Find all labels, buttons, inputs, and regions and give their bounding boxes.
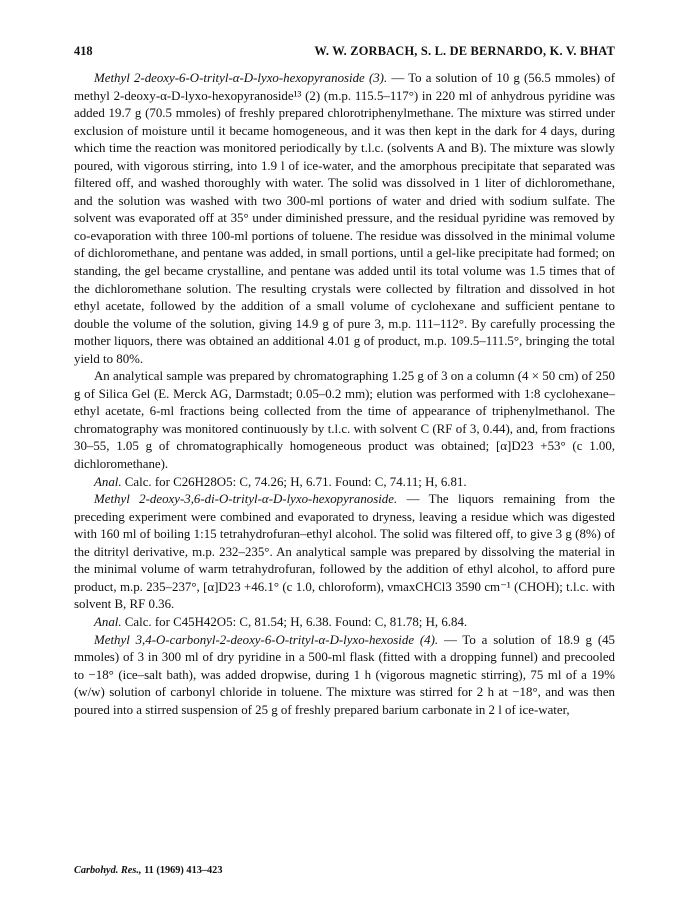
page-footer: [74, 865, 222, 876]
paragraph-text: — To a solution of 18.9 g (45 mmoles) of 3 in 300 ml of dry pyridine in a 500-ml flask (fitted with a dropping funnel) and precooled to −18° (ice–salt bath), was added dropwise, during 1 h (vigorous magnetic stirring), 75 ml of a 19% (w/w) solution of carbonyl chloride in toluene. The mixture was stirred for 2 h at −18°, and was then poured into a stirred suspension of 25 g of freshly prepared barium carbonate in 2 l of ice-water,: [74, 632, 615, 717]
page-header: [74, 44, 615, 62]
analysis-label: Anal.: [94, 614, 122, 629]
analysis-label: Anal.: [94, 474, 122, 489]
paragraph-text: An analytical sample was prepared by chromatographing 1.25 g of 3 on a column (4 × 50 cm) of 250 g of Silica Gel (E. Merck AG, Darmstadt; 0.05–0.2 mm); elution was performed with 1:8 cyclohexane–ethyl acetate, 6-ml fractions being collected from the time of appearance of triphenylmethanol. The chromatography was monitored continuously by t.l.c. with solvent C (RF of 3, 0.44), and, from fractions 30–55, 1.05 g of chromatographically homogeneous product was obtained; [α]D23 +53° (c 1.00, dichloromethane).: [74, 369, 615, 472]
paragraph-text: — To a solution of 10 g (56.5 mmoles) of methyl 2-deoxy-α-D-lyxo-hexopyranoside¹³ (2) (m.p. 115.5–117°) in 220 ml of anhydrous pyridine was added 19.7 g (70.5 mmoles) of freshly prepared chlorotriphenylmethane. The mixture was stirred under exclusion of moisture until it became homogeneous, and it was then kept in the dark for 4 days, during which time the reaction was monitored periodically by t.l.c. (solvents A and B). The mixture was slowly poured, with vigorous stirring, into 1.9 l of ice-water, and the amorphous precipitate that separated was filtered off, and washed thoroughly with water. The solid was dissolved in 1 liter of dichloromethane, and the solution was washed with two 300-ml portions of water and dried with sodium sulfate. The solvent was evaporated off at 35° under diminished pressure, and the residual pyridine was removed by co-evaporation with three 100-ml portions of toluene. The residue was dissolved in the minimal volume of dichloromethane, and pentane was added, in small portions, until a gel-like precipitate had formed; on standing, the gel became crystalline, and pentane was added until its total volume was 1.5 times that of the dichloromethane solution. The resulting crystals were collected by filtration and dissolved in hot ethyl acetate, followed by the addition of a small volume of cyclohexane and sufficient pentane to double the volume of the solution, giving 14.9 g of pure 3, m.p. 111–112°. By carefully processing the mother liquors, there was obtained an additional 4.01 g of product, m.p. 109.5–111.5°, bringing the total yield to 80%.: [74, 71, 615, 366]
compound-heading: Methyl 2-deoxy-3,6-di-O-trityl-α-D-lyxo-hexopyranoside.: [94, 492, 398, 507]
paragraph-compound-3: [74, 70, 615, 368]
running-head: W. W. ZORBACH, S. L. DE BERNARDO, K. V. BHAT: [314, 44, 615, 58]
article-body: [74, 70, 615, 719]
compound-heading: Methyl 3,4-O-carbonyl-2-deoxy-6-O-trityl-α-D-lyxo-hexoside (4).: [94, 632, 439, 647]
paragraph-analysis-3: [74, 474, 615, 492]
paragraph-text: — The liquors remaining from the preceding experiment were combined and evaporated to dryness, leaving a residue which was digested with 160 ml of boiling 1:15 tetrahydrofuran–ethyl alcohol. The solid was filtered off, to give 3 g (8%) of the ditrityl derivative, m.p. 232–235°. An analytical sample was prepared by dissolving the material in the minimal volume of warm tetrahydrofuran, followed by the addition of ethyl alcohol, to afford pure product, m.p. 235–237°, [α]D23 +46.1° (c 1.0, chloroform), νmaxCHCl3 3590 cm⁻¹ (CHOH); t.l.c. with solvent B, RF 0.36.: [74, 492, 615, 612]
paragraph-analysis-ditrityl: [74, 614, 615, 632]
paragraph-compound-4: [74, 632, 615, 720]
journal-name: Carbohyd. Res.,: [74, 865, 142, 876]
paragraph-text: Calc. for C45H42O5: C, 81.54; H, 6.38. Found: C, 81.78; H, 6.84.: [121, 614, 468, 629]
paragraph-ditrityl: [74, 491, 615, 614]
compound-heading: Methyl 2-deoxy-6-O-trityl-α-D-lyxo-hexopyranoside (3).: [94, 71, 388, 85]
journal-citation: 11 (1969) 413–423: [144, 865, 223, 876]
paragraph-text: Calc. for C26H28O5: C, 74.26; H, 6.71. Found: C, 74.11; H, 6.81.: [121, 474, 467, 489]
page-number: 418: [74, 44, 93, 58]
paragraph-analytical-sample: [74, 368, 615, 473]
